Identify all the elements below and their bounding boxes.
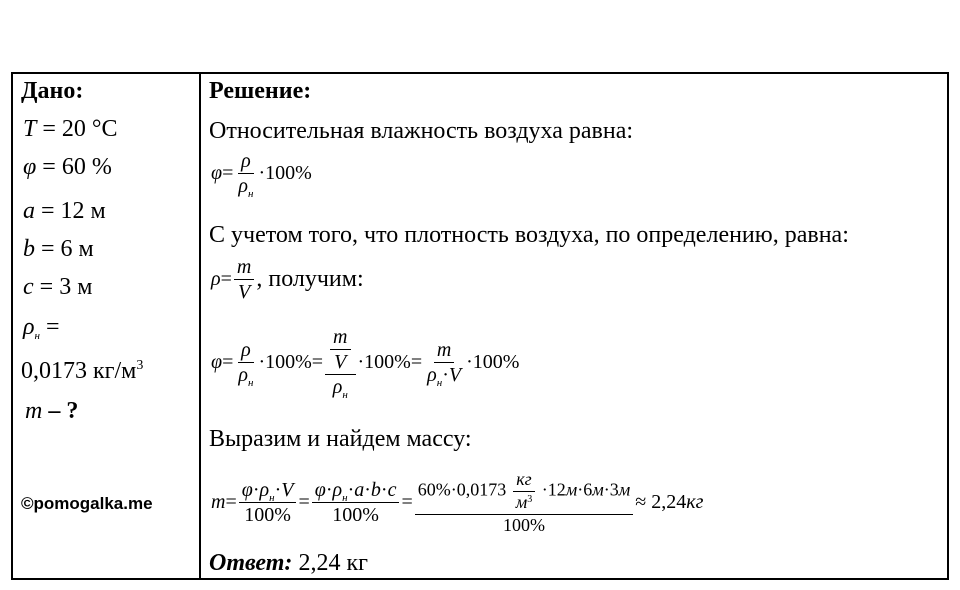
given-value: = 60 % — [36, 154, 112, 180]
numeric-part: ·12 — [541, 479, 566, 500]
symbol-eq: = — [401, 491, 413, 514]
solution-text-4: Выразим и найдем массу: — [209, 426, 472, 452]
symbol-sub: н — [247, 188, 254, 200]
symbol-phi: φ — [241, 479, 253, 502]
fraction-den — [235, 174, 256, 200]
result-unit: кг — [686, 491, 704, 514]
given-line-density-label — [23, 314, 60, 341]
symbol-eq: = — [220, 268, 232, 290]
symbol-phi: φ — [211, 162, 223, 184]
symbol-sub: н — [247, 376, 254, 389]
symbol-a: a — [354, 479, 365, 502]
fraction-num — [415, 470, 634, 515]
formula-humidity-expanded — [211, 326, 520, 401]
symbol-eq: = — [298, 491, 310, 514]
numeric-fraction — [415, 470, 634, 535]
fraction — [235, 150, 256, 200]
given-var: c — [23, 274, 34, 300]
symbol-m: m — [211, 491, 226, 514]
given-sub: н — [34, 330, 40, 342]
given-var: a — [23, 198, 35, 224]
formula-humidity — [211, 150, 312, 200]
unit-exp: 3 — [527, 493, 533, 505]
given-var: φ — [23, 154, 37, 180]
given-question: – ? — [42, 398, 79, 424]
numeric-part: ·3 — [603, 479, 619, 500]
compound-fraction — [325, 326, 355, 401]
symbol-c: c — [387, 479, 397, 502]
fraction — [312, 479, 400, 526]
given-line-humidity — [23, 154, 112, 181]
symbol-percent: ·100% — [466, 350, 520, 373]
given-eq: = — [40, 314, 60, 340]
symbol-eq: = — [222, 350, 234, 373]
solution-text-3: , получим: — [256, 266, 364, 292]
given-var: T — [23, 116, 37, 142]
symbol-phi: φ — [211, 350, 223, 373]
given-line-density-value — [21, 358, 143, 385]
given-value: = 6 м — [35, 236, 94, 262]
given-line-height — [23, 274, 92, 301]
fraction-den — [330, 375, 351, 401]
result-value: ≈ 2,24 — [635, 491, 687, 514]
symbol-eq: = — [222, 162, 234, 184]
answer-label: Ответ: — [209, 550, 293, 576]
symbol-eq: = — [225, 491, 237, 514]
numeric-part: 60%·0,0173 — [417, 479, 507, 500]
symbol-phi: φ — [314, 479, 326, 502]
symbol-percent: ·100% — [357, 350, 411, 373]
fraction-num: ρ — [238, 339, 254, 363]
fraction-num: $\varphi\cdot\rho_н\cdot a\cdot b\cdot c$ — [312, 479, 400, 503]
symbol-sub: н — [342, 492, 348, 505]
fraction-den: V — [334, 351, 347, 373]
fraction-num: ρ — [238, 150, 254, 174]
given-var: b — [23, 236, 35, 262]
answer-line — [209, 550, 368, 577]
given-value: = 20 °C — [36, 116, 118, 142]
answer-value: 2,24 кг — [292, 550, 368, 576]
fraction-den: 100% — [503, 514, 545, 535]
fraction-num: m — [330, 326, 350, 350]
unit-m: м — [565, 479, 578, 500]
fraction-num: m — [234, 256, 254, 280]
symbol-percent: ·100% — [258, 350, 312, 373]
symbol-V: V — [281, 479, 294, 502]
fraction-den: $\rho_н\cdot V$ — [427, 363, 462, 389]
fraction-num: $\varphi\cdot\rho_н\cdot V$ — [239, 479, 297, 503]
symbol-rho: ρ — [332, 479, 343, 502]
given-line-width — [23, 236, 94, 263]
given-header: Дано: — [21, 78, 84, 104]
fraction-den: 100% — [244, 504, 291, 527]
given-exp: 3 — [136, 358, 144, 373]
symbol-sub: н — [269, 492, 275, 505]
given-var: m — [25, 398, 43, 424]
symbol-rho: ρ — [332, 376, 343, 398]
fraction — [235, 338, 256, 389]
symbol-V: V — [448, 363, 462, 386]
symbol-rho: ρ — [238, 175, 248, 197]
fraction — [239, 479, 297, 526]
symbol-rho: ρ — [259, 479, 270, 502]
watermark: ©pomogalka.me — [21, 494, 153, 513]
symbol-rho: ρ — [211, 268, 221, 290]
fraction — [424, 338, 464, 389]
solution-text-2: С учетом того, что плотность воздуха, по определению, равна: — [209, 222, 849, 248]
unit-den — [513, 492, 536, 513]
given-line-length — [23, 198, 106, 225]
symbol-sub: н — [436, 376, 443, 389]
given-value: = 3 м — [33, 274, 93, 300]
unit-m: м — [592, 479, 604, 500]
symbol-eq: = — [311, 350, 324, 373]
unit-m: м — [618, 479, 631, 500]
unit-fraction — [513, 470, 536, 513]
solution-header: Решение: — [209, 78, 312, 104]
solution-table — [11, 72, 949, 580]
given-line-temperature — [23, 116, 118, 143]
given-line-unknown — [25, 398, 78, 425]
solution-text-1: Относительная влажность воздуха равна: — [209, 118, 634, 144]
numeric-part: ·6 — [577, 479, 593, 500]
fraction — [234, 256, 254, 303]
fraction-den: V — [238, 281, 251, 303]
fraction-num — [325, 326, 355, 375]
fraction-den: 100% — [332, 504, 379, 527]
symbol-eq: = — [410, 350, 423, 373]
formula-density — [211, 256, 364, 303]
symbol-percent: ·100% — [258, 162, 312, 184]
inner-fraction — [330, 326, 350, 373]
fraction-den — [235, 363, 256, 389]
symbol-rho: ρ — [238, 363, 248, 386]
symbol-sub: н — [342, 389, 348, 401]
symbol-b: b — [370, 479, 381, 502]
given-value: 0,0173 кг/м — [21, 358, 137, 384]
unit-num: кг — [513, 470, 534, 492]
formula-mass — [211, 470, 703, 535]
symbol-rho: ρ — [427, 363, 437, 386]
fraction-num: m — [434, 339, 454, 363]
unit-m: м — [515, 491, 528, 512]
column-divider — [199, 74, 201, 578]
given-value: = 12 м — [35, 198, 106, 224]
given-var: ρ — [23, 314, 35, 340]
